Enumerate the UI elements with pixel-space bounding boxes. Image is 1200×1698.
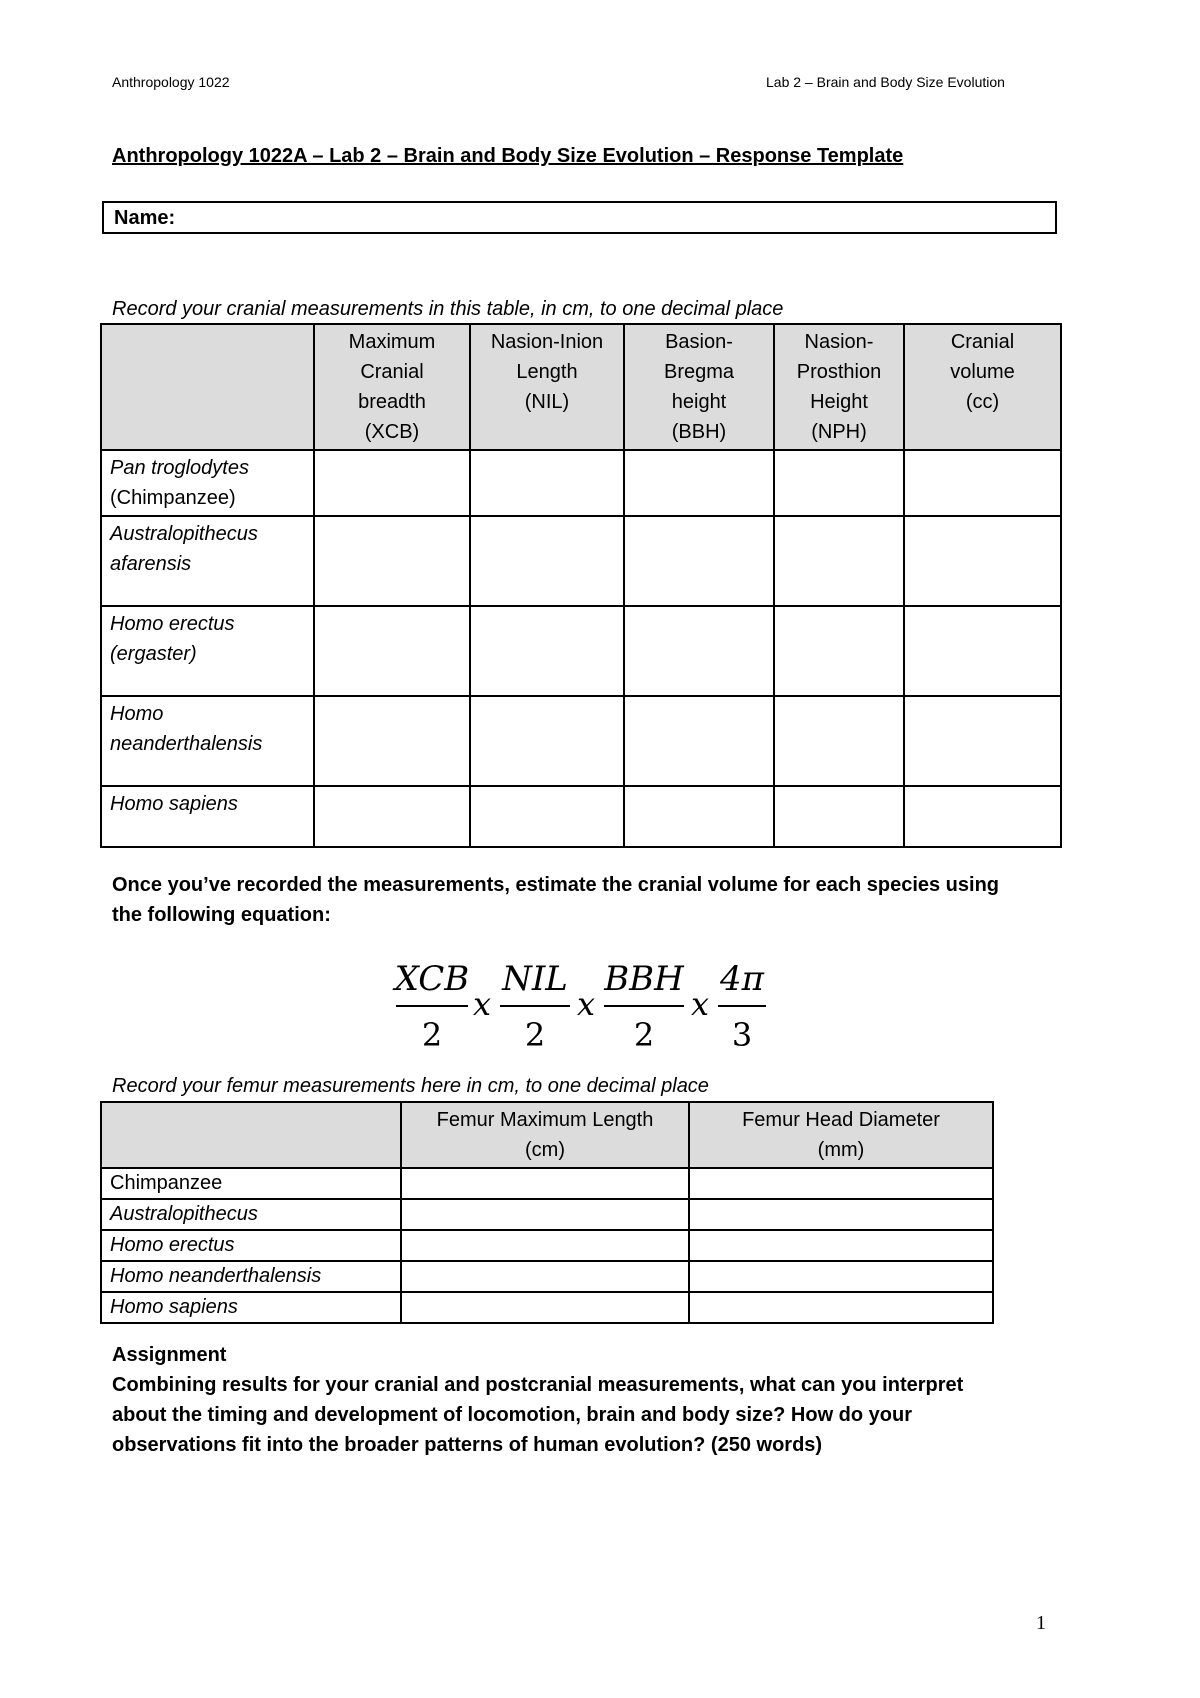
- multiply-operator: x: [690, 985, 710, 1023]
- header-line: Length: [516, 361, 578, 383]
- denominator: 2: [633, 1016, 655, 1054]
- header-line: Maximum: [348, 331, 436, 353]
- measurement-cell[interactable]: [624, 786, 774, 847]
- measurement-cell[interactable]: [904, 516, 1061, 606]
- species-line: (Chimpanzee): [110, 487, 236, 509]
- instruction-line: Once you’ve recorded the measurements, estimate the cranial volume for each species using: [112, 874, 1000, 896]
- header-line: (cc): [965, 391, 1000, 413]
- measurement-cell[interactable]: [470, 450, 624, 516]
- measurement-cell[interactable]: [470, 696, 624, 786]
- measurement-cell[interactable]: [401, 1261, 689, 1292]
- measurement-cell[interactable]: [689, 1261, 993, 1292]
- measurement-cell[interactable]: [401, 1199, 689, 1230]
- cranial-caption: Record your cranial measurements in this table, in cm, to one decimal place: [112, 298, 784, 320]
- species-line: Australopithecus: [110, 523, 258, 545]
- numerator: 4π: [720, 959, 764, 999]
- header-line: (XCB): [364, 421, 420, 443]
- femur-col-length: [401, 1102, 689, 1168]
- femur-table: [100, 1101, 994, 1324]
- header-line: Femur Head Diameter: [742, 1109, 940, 1131]
- table-row: [101, 516, 1061, 606]
- measurement-cell[interactable]: [470, 606, 624, 696]
- cranial-col-bbh: [624, 324, 774, 450]
- cranial-header-blank: [101, 324, 314, 450]
- measurement-cell[interactable]: [904, 450, 1061, 516]
- numerator: NIL: [502, 959, 568, 999]
- header-line: Cranial: [950, 331, 1015, 353]
- header-line: Nasion-Inion: [490, 331, 604, 353]
- table-row: [101, 1261, 993, 1292]
- species-label: [101, 786, 314, 847]
- header-line: (cm): [525, 1139, 565, 1161]
- table-row: [101, 450, 1061, 516]
- header-right: Lab 2 – Brain and Body Size Evolution: [766, 74, 1005, 90]
- table-row: [101, 1199, 993, 1230]
- fraction-xcb: [392, 959, 470, 1054]
- assignment-section: [112, 1340, 1052, 1460]
- measurement-cell[interactable]: [401, 1168, 689, 1199]
- numerator: XCB: [394, 959, 470, 999]
- species-label: Chimpanzee: [101, 1168, 401, 1199]
- header-line: volume: [950, 361, 1015, 383]
- table-row: [101, 1168, 993, 1199]
- denominator: 3: [731, 1016, 753, 1054]
- measurement-cell[interactable]: [470, 516, 624, 606]
- measurement-cell[interactable]: [314, 696, 470, 786]
- fraction-4pi: [718, 959, 766, 1054]
- measurement-cell[interactable]: [904, 606, 1061, 696]
- numerator: BBH: [604, 959, 684, 999]
- fraction-nil: [500, 959, 570, 1054]
- cranial-volume-equation: [390, 948, 780, 1058]
- table-row: [101, 1292, 993, 1323]
- measurement-cell[interactable]: [904, 786, 1061, 847]
- table-row: [101, 606, 1061, 696]
- document-title: Anthropology 1022A – Lab 2 – Brain and Body Size Evolution – Response Template: [112, 145, 904, 167]
- cranial-table: [100, 323, 1062, 848]
- measurement-cell[interactable]: [689, 1168, 993, 1199]
- measurement-cell[interactable]: [314, 786, 470, 847]
- species-label: Homo sapiens: [101, 1292, 401, 1323]
- header-line: Prosthion: [796, 361, 882, 383]
- species-line: Homo: [110, 703, 164, 725]
- assignment-line: observations fit into the broader patterns of human evolution? (250 words): [112, 1434, 823, 1456]
- measurement-cell[interactable]: [624, 606, 774, 696]
- instruction-line: the following equation:: [112, 904, 331, 926]
- denominator: 2: [421, 1016, 443, 1054]
- header-line: breadth: [358, 391, 426, 413]
- denominator: 2: [524, 1016, 546, 1054]
- table-row: [101, 1230, 993, 1261]
- femur-header-blank: [101, 1102, 401, 1168]
- species-line: afarensis: [110, 553, 192, 575]
- multiply-operator: x: [576, 985, 596, 1023]
- species-label: [101, 696, 314, 786]
- cranial-col-xcb: [314, 324, 470, 450]
- name-field[interactable]: [102, 201, 1057, 234]
- header-line: Nasion-: [804, 331, 874, 353]
- measurement-cell[interactable]: [401, 1292, 689, 1323]
- cranial-col-nph: [774, 324, 904, 450]
- measurement-cell[interactable]: [774, 606, 904, 696]
- cranial-header-row: [101, 324, 1061, 450]
- measurement-cell[interactable]: [314, 516, 470, 606]
- measurement-cell[interactable]: [774, 516, 904, 606]
- cranial-col-nil: [470, 324, 624, 450]
- femur-header-row: [101, 1102, 993, 1168]
- page-number: 1: [1036, 1612, 1046, 1634]
- name-label: Name:: [114, 207, 176, 229]
- species-label: [101, 450, 314, 516]
- table-row: [101, 696, 1061, 786]
- species-line: (ergaster): [110, 643, 197, 665]
- measurement-cell[interactable]: [314, 450, 470, 516]
- measurement-cell[interactable]: [774, 696, 904, 786]
- measurement-cell[interactable]: [689, 1292, 993, 1323]
- species-label: Homo neanderthalensis: [101, 1261, 401, 1292]
- header-line: Femur Maximum Length: [436, 1109, 654, 1131]
- femur-col-head-diameter: [689, 1102, 993, 1168]
- femur-caption: Record your femur measurements here in cm, to one decimal place: [112, 1075, 709, 1097]
- header-line: Height: [810, 391, 868, 413]
- measurement-cell[interactable]: [401, 1230, 689, 1261]
- header-line: height: [671, 391, 727, 413]
- measurement-cell[interactable]: [689, 1230, 993, 1261]
- species-label: [101, 606, 314, 696]
- species-line: neanderthalensis: [110, 733, 263, 755]
- table-row: [101, 786, 1061, 847]
- header-line: Basion-: [665, 331, 733, 353]
- measurement-cell[interactable]: [624, 696, 774, 786]
- measurement-cell[interactable]: [774, 450, 904, 516]
- assignment-heading: Assignment: [112, 1344, 227, 1366]
- header-line: (NPH): [811, 421, 867, 443]
- measurement-cell[interactable]: [624, 450, 774, 516]
- measurement-cell[interactable]: [470, 786, 624, 847]
- species-line: Pan troglodytes: [110, 457, 249, 479]
- multiply-operator: x: [472, 985, 492, 1023]
- fraction-bbh: [603, 959, 685, 1054]
- measurement-cell[interactable]: [689, 1199, 993, 1230]
- species-label: Homo erectus: [101, 1230, 401, 1261]
- header-line: (NIL): [524, 391, 570, 413]
- species-label: Australopithecus: [101, 1199, 401, 1230]
- species-line: Homo erectus: [110, 613, 235, 635]
- header-line: (BBH): [671, 421, 727, 443]
- header-line: Cranial: [360, 361, 424, 383]
- assignment-line: about the timing and development of locomotion, brain and body size? How do your: [112, 1404, 913, 1426]
- species-label: [101, 516, 314, 606]
- instruction-text: [112, 870, 1052, 930]
- measurement-cell[interactable]: [774, 786, 904, 847]
- measurement-cell[interactable]: [314, 606, 470, 696]
- header-line: Bregma: [663, 361, 735, 383]
- assignment-line: Combining results for your cranial and postcranial measurements, what can you interpret: [112, 1374, 964, 1396]
- cranial-col-volume: [904, 324, 1061, 450]
- header-left: Anthropology 1022: [112, 74, 230, 90]
- measurement-cell[interactable]: [624, 516, 774, 606]
- species-line: Homo sapiens: [110, 793, 238, 815]
- measurement-cell[interactable]: [904, 696, 1061, 786]
- header-line: (mm): [817, 1139, 865, 1161]
